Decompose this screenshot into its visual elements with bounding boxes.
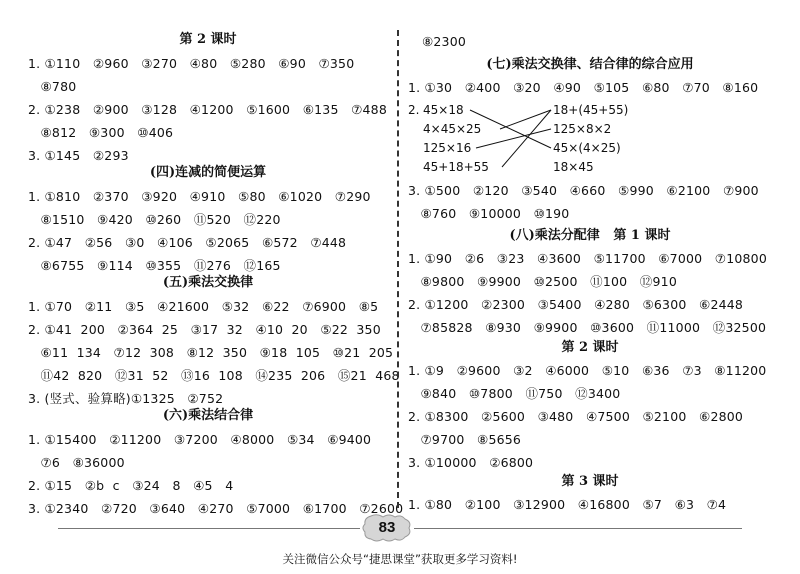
answer-line: 1. ①15400 ②11200 ③7200 ④8000 ⑤34 ⑥9400 <box>28 432 372 447</box>
page-number: 83 <box>378 519 396 536</box>
answer-line: 2. ①47 ②56 ③0 ④106 ⑤2065 ⑥572 ⑦448 <box>28 235 347 250</box>
section-heading: 第 2 课时 <box>179 32 237 47</box>
section-heading: (四)连减的简便运算 <box>149 165 267 180</box>
match-left-item: 4×45×25 <box>423 122 482 136</box>
matching-lines <box>408 100 708 175</box>
right-column <box>400 0 790 510</box>
answer-line: ⑧780 <box>28 79 77 94</box>
answer-line: ⑥11 134 ⑦12 308 ⑧12 350 ⑨18 105 ⑩21 205 <box>28 345 394 360</box>
answer-line: ⑧812 ⑨300 ⑩406 <box>28 125 174 140</box>
answer-line: 3. ①500 ②120 ③540 ④660 ⑤990 ⑥2100 ⑦900 <box>408 183 759 198</box>
section-heading: (六)乘法结合律 <box>162 408 254 423</box>
answer-line: ⑦85828 ⑧930 ⑨9900 ⑩3600 ⑪11000 ⑫32500 <box>408 320 767 335</box>
section-heading: 第 2 课时 <box>561 340 619 355</box>
answer-line: 2. ①8300 ②5600 ③480 ④7500 ⑤2100 ⑥2800 <box>408 409 744 424</box>
answer-line: 1. ①70 ②11 ③5 ④21600 ⑤32 ⑥22 ⑦6900 ⑧5 <box>28 299 379 314</box>
footer-rule-left <box>58 528 360 529</box>
match-line <box>470 110 551 148</box>
match-line <box>502 110 551 167</box>
answer-line: 1. ①810 ②370 ③920 ④910 ⑤80 ⑥1020 ⑦290 <box>28 189 371 204</box>
answer-line: 2. ①41 200 ②364 25 ③17 32 ④10 20 ⑤22 350 <box>28 322 381 337</box>
section-heading: (五)乘法交换律 <box>162 275 254 290</box>
exercise-number: 2. <box>408 103 420 117</box>
answer-line: ⑧760 ⑨10000 ⑩190 <box>408 206 570 221</box>
answer-line: ⑦9700 ⑧5656 <box>408 432 522 447</box>
answer-line: 2. ①238 ②900 ③128 ④1200 ⑤1600 ⑥135 ⑦488 <box>28 102 387 117</box>
section-heading: (七)乘法交换律、结合律的综合应用 <box>486 57 694 72</box>
column-divider <box>397 30 399 508</box>
section-heading: 第 3 课时 <box>561 474 619 489</box>
match-left-item: 125×16 <box>423 141 472 155</box>
page-number-badge <box>361 514 413 542</box>
match-right-item: 125×8×2 <box>553 122 612 136</box>
match-left-item: 45×18 <box>423 103 464 117</box>
section-heading: (八)乘法分配律 第 1 课时 <box>509 228 671 243</box>
match-right-item: 18×45 <box>553 160 594 174</box>
left-column <box>28 0 404 516</box>
answer-line: 3. ①10000 ②6800 <box>408 455 534 470</box>
matching-exercise <box>408 100 708 175</box>
match-left-item: 45+18+55 <box>423 160 489 174</box>
answer-line: 1. ①9 ②9600 ③2 ④6000 ⑤10 ⑥36 ⑦3 ⑧11200 <box>408 363 767 378</box>
answer-line: 3. ①2340 ②720 ③640 ④270 ⑤7000 ⑥1700 ⑦2600 <box>28 501 404 516</box>
answer-line: ⑨840 ⑩7800 ⑪750 ⑫3400 <box>408 386 621 401</box>
answer-line: ⑧9800 ⑨9900 ⑩2500 ⑪100 ⑫910 <box>408 274 677 289</box>
answer-line: ⑧6755 ⑨114 ⑩355 ⑪276 ⑫165 <box>28 258 281 273</box>
answer-line: 3. ①145 ②293 <box>28 148 129 163</box>
answer-line: 3. (竖式、验算略)①1325 ②752 <box>28 391 224 406</box>
answer-line: ⑧1510 ⑨420 ⑩260 ⑪520 ⑫220 <box>28 212 281 227</box>
answer-line: 2. ①15 ②b c ③24 8 ④5 4 <box>28 478 234 493</box>
answer-line: ⑪42 820 ⑫31 52 ⑬16 108 ⑭235 206 ⑮21 468 <box>28 368 400 383</box>
match-line <box>476 129 551 148</box>
answer-line: 1. ①110 ②960 ③270 ④80 ⑤280 ⑥90 ⑦350 <box>28 56 355 71</box>
answer-line: ⑧2300 <box>422 34 467 49</box>
answer-line: 1. ①30 ②400 ③20 ④90 ⑤105 ⑥80 ⑦70 ⑧160 <box>408 80 759 95</box>
answer-line: ⑦6 ⑧36000 <box>28 455 125 470</box>
match-right-item: 18+(45+55) <box>553 103 629 117</box>
answer-line: 1. ①90 ②6 ③23 ④3600 ⑤11700 ⑥7000 ⑦10800 <box>408 251 767 266</box>
answer-line: 2. ①1200 ②2300 ③5400 ④280 ⑤6300 ⑥2448 <box>408 297 744 312</box>
match-right-item: 45×(4×25) <box>553 141 621 155</box>
footer-rule-right <box>414 528 742 529</box>
answer-line: 1. ①80 ②100 ③12900 ④16800 ⑤7 ⑥3 ⑦4 <box>408 497 727 512</box>
footer-note: 关注微信公众号“捷思课堂”获取更多学习资料! <box>282 552 518 566</box>
